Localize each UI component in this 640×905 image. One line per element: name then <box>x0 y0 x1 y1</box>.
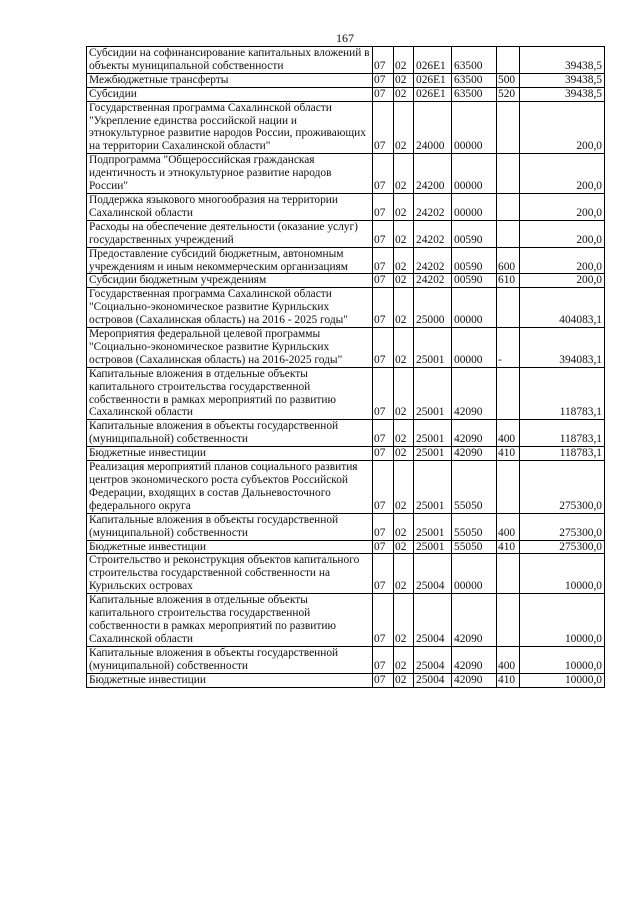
row-target-article-code: 25004 <box>414 554 452 594</box>
page-number: 167 <box>336 31 354 45</box>
row-section-code: 07 <box>373 513 394 540</box>
row-target-article-subcode: 55050 <box>452 540 497 554</box>
row-target-article-subcode: 00590 <box>452 220 497 247</box>
row-amount: 275300,0 <box>520 461 605 514</box>
row-name: Предоставление субсидий бюджетным, автономным учреждениям и иным некоммерческим организациям <box>87 247 373 274</box>
row-name: Капитальные вложения в объекты государственной (муниципальной) собственности <box>87 646 373 673</box>
row-expense-type-code <box>497 47 520 74</box>
row-target-article-subcode: 00000 <box>452 328 497 368</box>
table-row <box>87 101 605 154</box>
row-amount: 200,0 <box>520 154 605 194</box>
row-amount: 275300,0 <box>520 513 605 540</box>
row-target-article-code: 026E1 <box>414 73 452 87</box>
row-section-code: 07 <box>373 154 394 194</box>
row-expense-type-code <box>497 193 520 220</box>
row-target-article-subcode: 42090 <box>452 594 497 647</box>
table-row <box>87 420 605 447</box>
row-target-article-code: 026E1 <box>414 47 452 74</box>
row-expense-type-code: 400 <box>497 646 520 673</box>
row-subsection-code: 02 <box>394 554 414 594</box>
row-target-article-subcode: 63500 <box>452 87 497 101</box>
row-target-article-subcode: 00590 <box>452 274 497 288</box>
row-amount: 275300,0 <box>520 540 605 554</box>
row-section-code: 07 <box>373 73 394 87</box>
row-target-article-subcode: 55050 <box>452 513 497 540</box>
row-amount: 200,0 <box>520 247 605 274</box>
row-section-code: 07 <box>373 87 394 101</box>
row-target-article-code: 25001 <box>414 540 452 554</box>
table-row <box>87 673 605 687</box>
row-section-code: 07 <box>373 328 394 368</box>
row-amount: 118783,1 <box>520 447 605 461</box>
row-subsection-code: 02 <box>394 247 414 274</box>
row-amount: 200,0 <box>520 220 605 247</box>
table-row <box>87 247 605 274</box>
row-name: Капитальные вложения в объекты государственной (муниципальной) собственности <box>87 513 373 540</box>
row-target-article-subcode: 63500 <box>452 47 497 74</box>
row-subsection-code: 02 <box>394 87 414 101</box>
table-row <box>87 274 605 288</box>
row-expense-type-code <box>497 101 520 154</box>
row-name: Капитальные вложения в отдельные объекты капитального строительства государственной собственности в рамках мероприятий по развитию Сахалинской области <box>87 594 373 647</box>
row-section-code: 07 <box>373 288 394 328</box>
row-name: Межбюджетные трансферты <box>87 73 373 87</box>
row-expense-type-code <box>497 594 520 647</box>
row-expense-type-code: 610 <box>497 274 520 288</box>
row-subsection-code: 02 <box>394 461 414 514</box>
row-expense-type-code <box>497 288 520 328</box>
row-target-article-code: 25001 <box>414 461 452 514</box>
table-row <box>87 87 605 101</box>
budget-table <box>86 46 605 688</box>
row-section-code: 07 <box>373 247 394 274</box>
row-amount: 39438,5 <box>520 87 605 101</box>
row-section-code: 07 <box>373 594 394 647</box>
row-target-article-code: 24202 <box>414 220 452 247</box>
row-amount: 10000,0 <box>520 594 605 647</box>
row-subsection-code: 02 <box>394 540 414 554</box>
row-section-code: 07 <box>373 554 394 594</box>
row-target-article-code: 24202 <box>414 274 452 288</box>
table-row <box>87 328 605 368</box>
row-subsection-code: 02 <box>394 367 414 420</box>
row-expense-type-code <box>497 220 520 247</box>
row-subsection-code: 02 <box>394 101 414 154</box>
row-section-code: 07 <box>373 220 394 247</box>
row-name: Бюджетные инвестиции <box>87 540 373 554</box>
row-expense-type-code: 520 <box>497 87 520 101</box>
row-section-code: 07 <box>373 367 394 420</box>
row-expense-type-code: 410 <box>497 540 520 554</box>
row-target-article-code: 25004 <box>414 646 452 673</box>
row-section-code: 07 <box>373 646 394 673</box>
row-amount: 10000,0 <box>520 673 605 687</box>
row-subsection-code: 02 <box>394 274 414 288</box>
row-target-article-code: 25000 <box>414 288 452 328</box>
row-amount: 118783,1 <box>520 367 605 420</box>
row-name: Реализация мероприятий планов социального развития центров экономического роста субъектов Российской Федерации, входящих в состав Дальневосточного федерального округа <box>87 461 373 514</box>
table-row <box>87 288 605 328</box>
row-target-article-code: 25004 <box>414 594 452 647</box>
row-target-article-subcode: 42090 <box>452 367 497 420</box>
row-name: Капитальные вложения в отдельные объекты капитального строительства государственной собственности в рамках мероприятий по развитию Сахалинской области <box>87 367 373 420</box>
table-row <box>87 47 605 74</box>
row-section-code: 07 <box>373 673 394 687</box>
row-target-article-subcode: 00000 <box>452 101 497 154</box>
row-amount: 200,0 <box>520 101 605 154</box>
table-row <box>87 193 605 220</box>
row-name: Поддержка языкового многообразия на территории Сахалинской области <box>87 193 373 220</box>
row-section-code: 07 <box>373 193 394 220</box>
row-target-article-code: 24202 <box>414 247 452 274</box>
row-subsection-code: 02 <box>394 288 414 328</box>
row-target-article-subcode: 42090 <box>452 673 497 687</box>
row-subsection-code: 02 <box>394 447 414 461</box>
row-subsection-code: 02 <box>394 328 414 368</box>
row-expense-type-code: 400 <box>497 513 520 540</box>
table-row <box>87 367 605 420</box>
budget-table-body <box>87 47 605 688</box>
row-expense-type-code: 400 <box>497 420 520 447</box>
row-target-article-subcode: 63500 <box>452 73 497 87</box>
row-subsection-code: 02 <box>394 594 414 647</box>
row-expense-type-code <box>497 154 520 194</box>
row-subsection-code: 02 <box>394 420 414 447</box>
table-row <box>87 220 605 247</box>
row-subsection-code: 02 <box>394 47 414 74</box>
row-expense-type-code: 600 <box>497 247 520 274</box>
row-expense-type-code <box>497 367 520 420</box>
table-row <box>87 73 605 87</box>
row-target-article-code: 026E1 <box>414 87 452 101</box>
row-name: Строительство и реконструкция объектов капитального строительства государственной собственности на Курильских островах <box>87 554 373 594</box>
row-target-article-code: 25001 <box>414 367 452 420</box>
row-target-article-subcode: 55050 <box>452 461 497 514</box>
row-expense-type-code: 410 <box>497 673 520 687</box>
row-name: Государственная программа Сахалинской области "Социально-экономическое развитие Курильских островов (Сахалинская область) на 2016 - 2025 годы" <box>87 288 373 328</box>
row-amount: 39438,5 <box>520 73 605 87</box>
row-section-code: 07 <box>373 540 394 554</box>
row-expense-type-code <box>497 461 520 514</box>
table-row <box>87 594 605 647</box>
row-expense-type-code: - <box>497 328 520 368</box>
row-target-article-code: 25001 <box>414 328 452 368</box>
row-subsection-code: 02 <box>394 513 414 540</box>
row-name: Государственная программа Сахалинской области "Укрепление единства российской нации и этнокультурное развитие народов России, проживающих на территории Сахалинской области" <box>87 101 373 154</box>
row-expense-type-code <box>497 554 520 594</box>
row-amount: 200,0 <box>520 274 605 288</box>
table-row <box>87 461 605 514</box>
row-section-code: 07 <box>373 274 394 288</box>
row-subsection-code: 02 <box>394 193 414 220</box>
row-target-article-subcode: 42090 <box>452 646 497 673</box>
row-amount: 10000,0 <box>520 554 605 594</box>
row-amount: 10000,0 <box>520 646 605 673</box>
row-amount: 394083,1 <box>520 328 605 368</box>
row-amount: 404083,1 <box>520 288 605 328</box>
row-target-article-code: 25001 <box>414 447 452 461</box>
row-section-code: 07 <box>373 47 394 74</box>
row-subsection-code: 02 <box>394 646 414 673</box>
row-target-article-code: 24200 <box>414 154 452 194</box>
row-target-article-subcode: 00000 <box>452 288 497 328</box>
row-name: Субсидии бюджетным учреждениям <box>87 274 373 288</box>
row-name: Мероприятия федеральной целевой программы "Социально-экономическое развитие Курильских островов (Сахалинская область) на 2016-2025 годы" <box>87 328 373 368</box>
row-expense-type-code: 410 <box>497 447 520 461</box>
table-row <box>87 154 605 194</box>
row-subsection-code: 02 <box>394 220 414 247</box>
row-expense-type-code: 500 <box>497 73 520 87</box>
row-name: Субсидии на софинансирование капитальных вложений в объекты муниципальной собственности <box>87 47 373 74</box>
row-target-article-code: 24202 <box>414 193 452 220</box>
row-target-article-subcode: 42090 <box>452 447 497 461</box>
row-name: Расходы на обеспечение деятельности (оказание услуг) государственных учреждений <box>87 220 373 247</box>
row-target-article-code: 25004 <box>414 673 452 687</box>
row-section-code: 07 <box>373 420 394 447</box>
row-amount: 39438,5 <box>520 47 605 74</box>
row-subsection-code: 02 <box>394 673 414 687</box>
row-target-article-subcode: 00000 <box>452 554 497 594</box>
table-row <box>87 513 605 540</box>
row-name: Субсидии <box>87 87 373 101</box>
table-row <box>87 646 605 673</box>
row-name: Бюджетные инвестиции <box>87 447 373 461</box>
row-section-code: 07 <box>373 101 394 154</box>
row-section-code: 07 <box>373 461 394 514</box>
table-row <box>87 554 605 594</box>
row-target-article-code: 24000 <box>414 101 452 154</box>
row-name: Бюджетные инвестиции <box>87 673 373 687</box>
row-target-article-subcode: 00000 <box>452 193 497 220</box>
row-name: Капитальные вложения в объекты государственной (муниципальной) собственности <box>87 420 373 447</box>
row-amount: 200,0 <box>520 193 605 220</box>
row-amount: 118783,1 <box>520 420 605 447</box>
row-name: Подпрограмма "Общероссийская гражданская идентичность и этнокультурное развитие народов России" <box>87 154 373 194</box>
table-row <box>87 540 605 554</box>
row-section-code: 07 <box>373 447 394 461</box>
row-target-article-subcode: 00000 <box>452 154 497 194</box>
row-target-article-code: 25001 <box>414 420 452 447</box>
row-target-article-code: 25001 <box>414 513 452 540</box>
row-target-article-subcode: 42090 <box>452 420 497 447</box>
row-subsection-code: 02 <box>394 73 414 87</box>
row-subsection-code: 02 <box>394 154 414 194</box>
table-row <box>87 447 605 461</box>
row-target-article-subcode: 00590 <box>452 247 497 274</box>
